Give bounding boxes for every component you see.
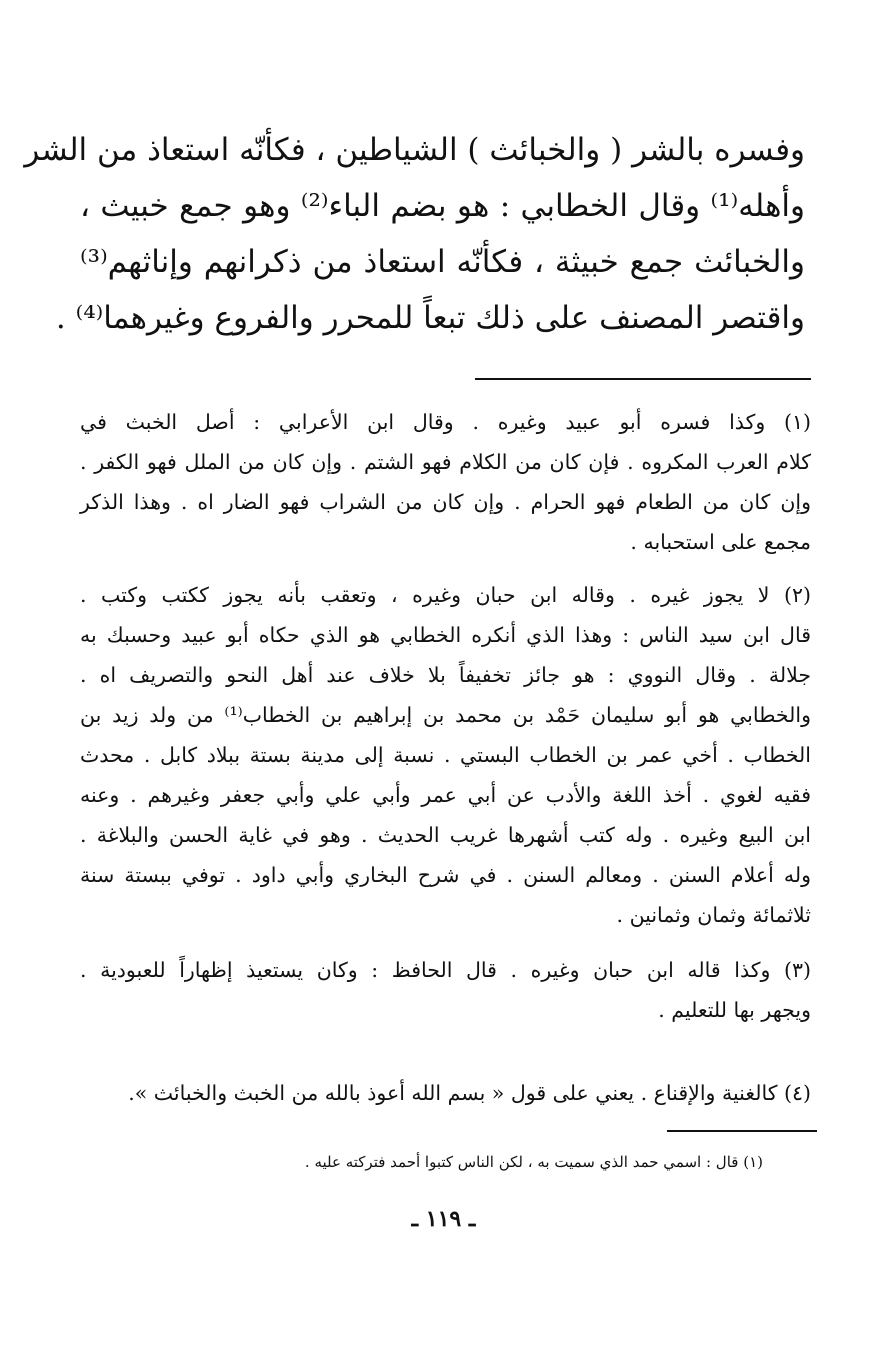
footnote-2-line-7: ابن البيع وغيره . وله كتب أشهرها غريب الحديث . وهو في غاية الحسن والبلاغة . [80, 823, 811, 847]
sub-footnote-separator [667, 1130, 817, 1132]
footnote-2-line-9: ثلاثمائة وثمان وثمانين . [616, 903, 811, 927]
footnote-2-line-3: جلالة . وقال النووي : هو جائز تخفيفاً بلا خلاف عند أهل النحو والتصريف اه . [80, 663, 811, 687]
footnote-1-line-3: وإن كان من الطعام فهو الحرام . وإن كان من الشراب فهو الضار اه . وهذا الذكر [80, 490, 811, 514]
main-text-line-3: والخبائث جمع خبيثة ، فكأنّه استعاذ من ذكرانهم وإناثهم⁽³⁾ [80, 244, 805, 280]
footnote-2-line-2: قال ابن سيد الناس : وهذا الذي أنكره الخطابي هو الذي حكاه أبو عبيد وحسبك به [80, 623, 811, 647]
footnote-3-line-1: (٣) وكذا قاله ابن حبان وغيره . قال الحافظ : وكان يستعيذ إظهاراً للعبودية . [80, 958, 811, 982]
footnote-1-line-2: كلام العرب المكروه . فإن كان من الكلام فهو الشتم . وإن كان من الملل فهو الكفر . [80, 450, 811, 474]
sub-footnote: (١) قال : اسمي حمد الذي سميت به ، لكن الناس كتبوا أحمد فتركته عليه . [304, 1153, 763, 1171]
main-text-line-2: وأهله⁽¹⁾ وقال الخطابي : هو بضم الباء⁽²⁾ وهو جمع خبيث ، [80, 188, 806, 224]
footnote-3-line-2: ويجهر بها للتعليم . [658, 998, 811, 1022]
footnote-2-line-8: وله أعلام السنن . ومعالم السنن . في شرح البخاري وأبي داود . توفي ببستة سنة [80, 863, 811, 887]
main-text-line-4: واقتصر المصنف على ذلك تبعاً للمحرر والفروع وغيرهما⁽⁴⁾ . [55, 300, 805, 336]
footnote-4-line-1: (٤) كالغنية والإقناع . يعني على قول « بسم الله أعوذ بالله من الخبث والخبائث ». [128, 1081, 811, 1105]
footnote-2-line-1: (٢) لا يجوز غيره . وقاله ابن حبان وغيره ، وتعقب بأنه يجوز ككتب وكتب . [80, 583, 811, 607]
footnote-separator [475, 378, 811, 380]
main-text-line-1: وفسره بالشر ( والخبائث ) الشياطين ، فكأنّه استعاذ من الشر [24, 132, 805, 168]
footnote-2-line-5: الخطاب . أخي عمر بن الخطاب البستي . نسبة إلى مدينة بستة ببلاد كابل . محدث [80, 743, 811, 767]
footnote-1-line-4: مجمع على استحبابه . [630, 530, 811, 554]
footnote-2-line-6: فقيه لغوي . أخذ اللغة والأدب عن أبي عمر وأبي علي وأبي جعفر وغيرهم . وعنه [80, 783, 811, 807]
page-number: ـ ١١٩ ـ [411, 1206, 476, 1232]
footnote-1-line-1: (١) وكذا فسره أبو عبيد وغيره . وقال ابن الأعرابي : أصل الخبث في [80, 410, 811, 434]
footnote-2-line-4: والخطابي هو أبو سليمان حَمْد بن محمد بن إبراهيم بن الخطاب⁽¹⁾ من ولد زيد بن [80, 703, 811, 727]
